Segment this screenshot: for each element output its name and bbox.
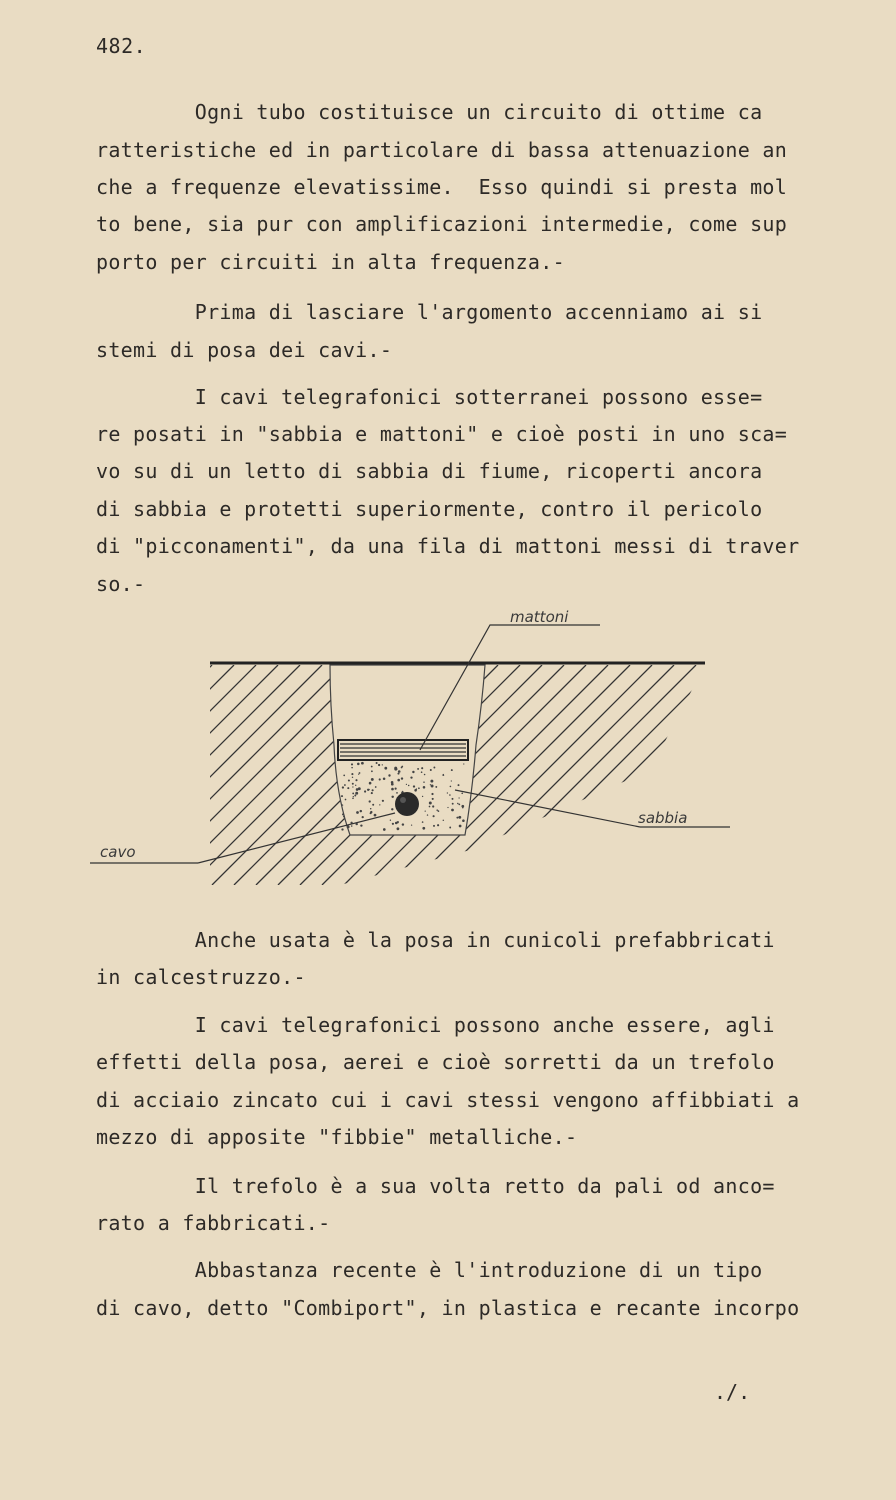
sand-grain [398,821,399,822]
sand-grain [342,813,344,815]
sand-grain [397,773,399,775]
sand-grain [354,795,356,797]
sand-grain [447,792,448,793]
sand-grain [355,785,356,786]
sand-grain [382,764,383,765]
text-line: Ogni tubo costituisce un circuito di ottime ca [96,100,763,124]
sand-grain [411,824,412,825]
sand-grain [382,800,384,802]
hatch-line [696,665,740,885]
sand-grain [379,804,380,805]
sand-grain [371,778,374,781]
text-line: stemi di posa dei cavi.- [96,338,393,362]
sand-grain [421,767,423,769]
text-line: Abbastanza recente è l'introduzione di un tipo [96,1258,763,1282]
sand-grain [408,785,409,786]
sand-grain [351,767,353,769]
bricks [338,740,468,760]
sand-grain [427,814,428,815]
sand-grain [401,777,403,779]
sand-grain [371,770,373,772]
sand-grain [458,797,459,798]
text-line: che a frequenze elevatissime. Esso quindi si presta mol [96,175,788,199]
sand-grain [362,816,364,818]
label-sabbia: sabbia [638,809,688,827]
sand-grain [430,780,433,783]
label-mattoni: mattoni [510,608,569,626]
text-line: I cavi telegrafonici sotterranei possono esse= [96,385,763,409]
sand-grain [458,804,460,806]
sand-grain [391,783,394,786]
sabbia-leader [455,790,640,827]
text-line: re posati in "sabbia e mattoni" e cioè posti in uno sca= [96,422,788,446]
sand-grain [429,806,431,808]
text-line: ratteristiche ed in particolare di bassa attenuazione an [96,138,788,162]
sand-grain [374,814,377,817]
sand-grain [351,763,353,765]
sand-grain [395,822,398,825]
sand-grain [433,815,435,817]
cable [395,792,419,816]
cavo-leader [198,813,395,863]
cable-laying-diagram [90,595,740,885]
sand-grain [341,828,343,830]
page-number: 482. [96,34,147,58]
sand-grain [369,789,370,790]
sand-grain [370,808,371,809]
sand-grain [458,816,461,819]
sand-grain [397,827,400,830]
hatch-line [564,665,740,885]
sand-grain [431,785,434,788]
sand-grain [357,763,360,766]
text-line: in calcestruzzo.- [96,965,306,989]
sand-grain [462,807,463,808]
sand-grain [370,811,372,813]
sand-grain [348,779,350,781]
sand-grain [384,767,387,770]
sand-grain [433,825,435,827]
hatch-line [674,665,740,885]
sand-grain [394,767,397,770]
sand-grain [353,796,354,797]
sand-grain [352,786,353,787]
sand-grain [355,792,358,795]
sand-grain [359,772,361,774]
sand-grain [459,825,462,828]
label-cavo: cavo [100,843,136,861]
sand-grain [395,788,397,790]
sand-grain [345,799,347,801]
hatch-line [608,665,740,885]
sand-grain [431,793,433,795]
sand-grain [433,767,435,769]
sand-grain [391,796,393,798]
sand-grain [437,824,439,826]
text-line: Il trefolo è a sua volta retto da pali od anco= [96,1174,775,1198]
sand-grain [449,794,451,796]
hatch-line [718,665,740,885]
text-line: rato a fabbricati.- [96,1211,331,1235]
text-line: so.- [96,572,146,596]
sand-grain [397,779,400,782]
sand-grain [352,783,354,785]
sand-grain [371,792,373,794]
sand-grain [391,808,393,810]
sand-grain [343,775,345,777]
sand-grain [347,787,349,789]
sand-grain [424,774,426,776]
hatch-line [652,665,740,885]
text-line: di cavo, detto "Combiport", in plastica e recante incorpo [96,1296,800,1320]
sand-grain [449,827,451,829]
sand-grain [390,820,391,821]
sand-grain [457,803,458,804]
sand-grain [369,800,371,802]
sand-grain [443,820,444,821]
sand-grain [376,762,378,764]
sand-grain [432,805,434,807]
sand-grain [372,789,374,791]
sand-grain [451,780,452,781]
sand-grain [418,787,420,789]
sand-grain [378,764,380,766]
sand-grain [432,798,434,800]
text-line: mezzo di apposite "fibbie" metalliche.- [96,1125,578,1149]
sand-grain [369,783,371,785]
sand-grain [463,763,464,764]
sand-grain [355,779,357,781]
sand-grain [342,804,343,805]
sand-grain [360,824,362,826]
sand-grain [451,769,453,771]
sand-grain [351,825,353,827]
sand-grain [435,786,437,788]
sand-grain [388,774,390,776]
sand-grain [392,823,394,825]
sand-grain [391,788,394,791]
sand-grain [430,769,432,771]
sand-grain [383,828,386,831]
sand-grain [361,762,364,765]
sand-grain [375,786,377,788]
sand-grain [462,819,465,822]
text-line: di sabbia e protetti superiormente, contro il pericolo [96,497,763,521]
text-line: Prima di lasciare l'argomento accenniamo ai si [96,300,763,324]
text-line: porto per circuiti in alta frequenza.- [96,250,565,274]
sand-grain [422,827,425,830]
text-line: effetti della posa, aerei e cioè sorretti da un trefolo [96,1050,775,1074]
sand-grain [458,784,460,786]
text-line: Anche usata è la posa in cunicoli prefabbricati [96,928,775,952]
sand-grain [412,771,414,773]
sand-grain [410,776,412,778]
sand-grain [423,786,426,789]
sand-grain [447,807,448,808]
sand-grain [451,809,454,812]
sand-grain [430,784,431,785]
sand-grain [417,768,419,770]
sand-grain [344,784,346,786]
sand-grain [429,802,432,805]
sand-grain [425,810,426,811]
sand-grain [351,773,353,775]
text-line: I cavi telegrafonici possono anche essere, agli [96,1013,775,1037]
sand-grain [372,804,374,806]
sand-grain [413,785,415,787]
sand-grain [450,786,452,788]
sand-grain [358,787,361,790]
sand-grain [396,792,398,794]
sand-grain [379,778,381,780]
sand-grain [401,766,403,768]
sand-grain [342,786,344,788]
sand-grain [461,792,463,794]
sand-grain [452,798,454,800]
text-line: vo su di un letto di sabbia di fiume, ricoperti ancora [96,459,763,483]
sand-grain [423,781,425,783]
sand-grain [356,811,359,814]
sand-grain [371,766,373,768]
sand-grain [406,784,407,785]
sand-grain [352,797,354,799]
sand-grain [456,817,458,819]
sand-grain [347,825,350,828]
text-line: di "picconamenti", da una fila di mattoni messi di traver [96,534,800,558]
sand-grain [402,823,404,825]
sand-grain [360,810,362,812]
sand-grain [343,816,345,818]
sand-grain [398,770,401,773]
sand-grain [452,803,454,805]
sand-grain [341,795,343,797]
sand-grain [421,771,423,773]
sand-grain [383,778,386,781]
sand-grain [352,777,353,778]
text-line: to bene, sia pur con amplificazioni intermedie, come sup [96,212,788,236]
sand-grain [352,792,354,794]
sand-grain [422,796,423,797]
continuation-mark: ./. [714,1380,751,1404]
text-line: di acciaio zincato cui i cavi stessi vengono affibbiati a [96,1088,800,1112]
sand-grain [442,774,444,776]
sand-grain [422,821,424,823]
sand-grain [364,790,366,792]
sand-grain [416,788,417,789]
sand-grain [436,809,438,811]
